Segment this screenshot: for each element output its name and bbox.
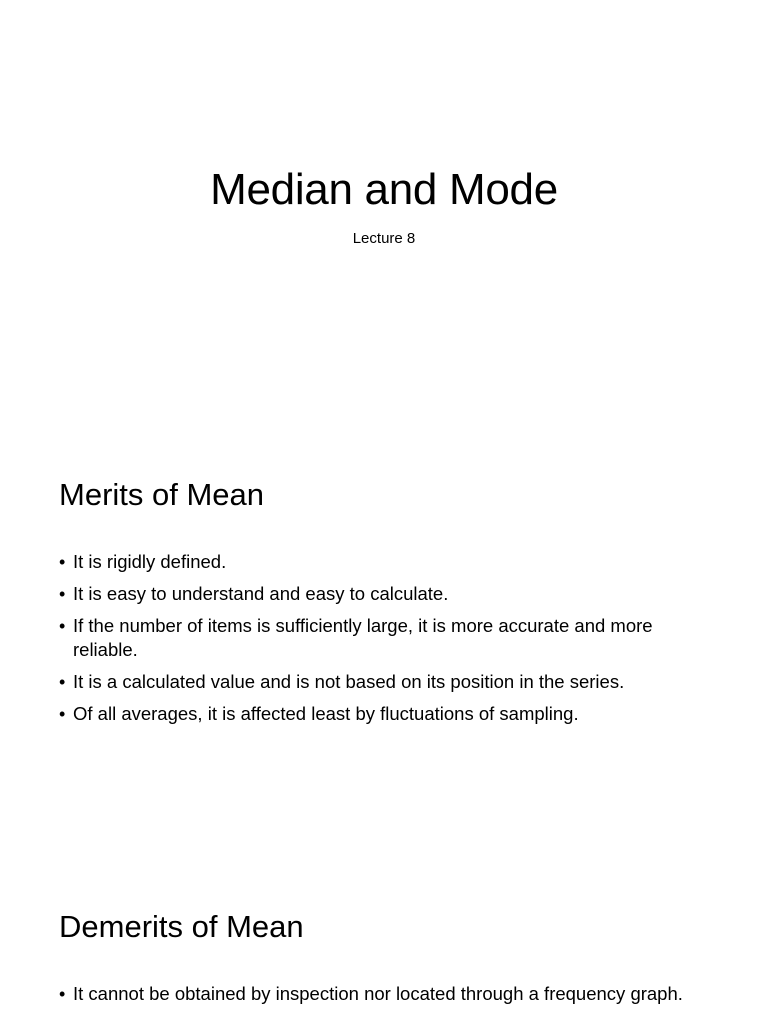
merits-heading: Merits of Mean: [59, 477, 265, 512]
bullet-icon: •: [59, 704, 66, 724]
bullet-icon: •: [59, 552, 66, 572]
merits-slide: [0, 432, 768, 864]
merits-bullet-list: [59, 550, 709, 734]
bullet-item: [59, 982, 709, 1006]
demerits-bullet-list: [59, 982, 709, 1014]
bullet-icon: •: [59, 672, 66, 692]
bullet-text: It is rigidly defined.: [73, 551, 227, 572]
bullet-icon: •: [59, 584, 66, 604]
bullet-item: [59, 582, 709, 606]
bullet-item: [59, 670, 709, 694]
bullet-text: Of all averages, it is affected least by fluctuations of sampling.: [73, 703, 579, 724]
bullet-item: [59, 614, 709, 662]
bullet-text: It cannot be obtained by inspection nor located through a frequency graph.: [73, 983, 683, 1004]
demerits-slide: [0, 864, 768, 1024]
bullet-item: [59, 550, 709, 574]
bullet-text: It is easy to understand and easy to calculate.: [73, 583, 449, 604]
bullet-text: It is a calculated value and is not based on its position in the series.: [73, 671, 625, 692]
demerits-heading: Demerits of Mean: [59, 909, 304, 944]
title-slide: [0, 0, 768, 432]
presentation-title: Median and Mode: [210, 165, 558, 214]
bullet-icon: •: [59, 616, 66, 636]
bullet-text: If the number of items is sufficiently large, it is more accurate and more reliable.: [73, 615, 653, 660]
bullet-item: [59, 702, 709, 726]
presentation-subtitle: Lecture 8: [352, 230, 416, 247]
bullet-icon: •: [59, 984, 66, 1004]
